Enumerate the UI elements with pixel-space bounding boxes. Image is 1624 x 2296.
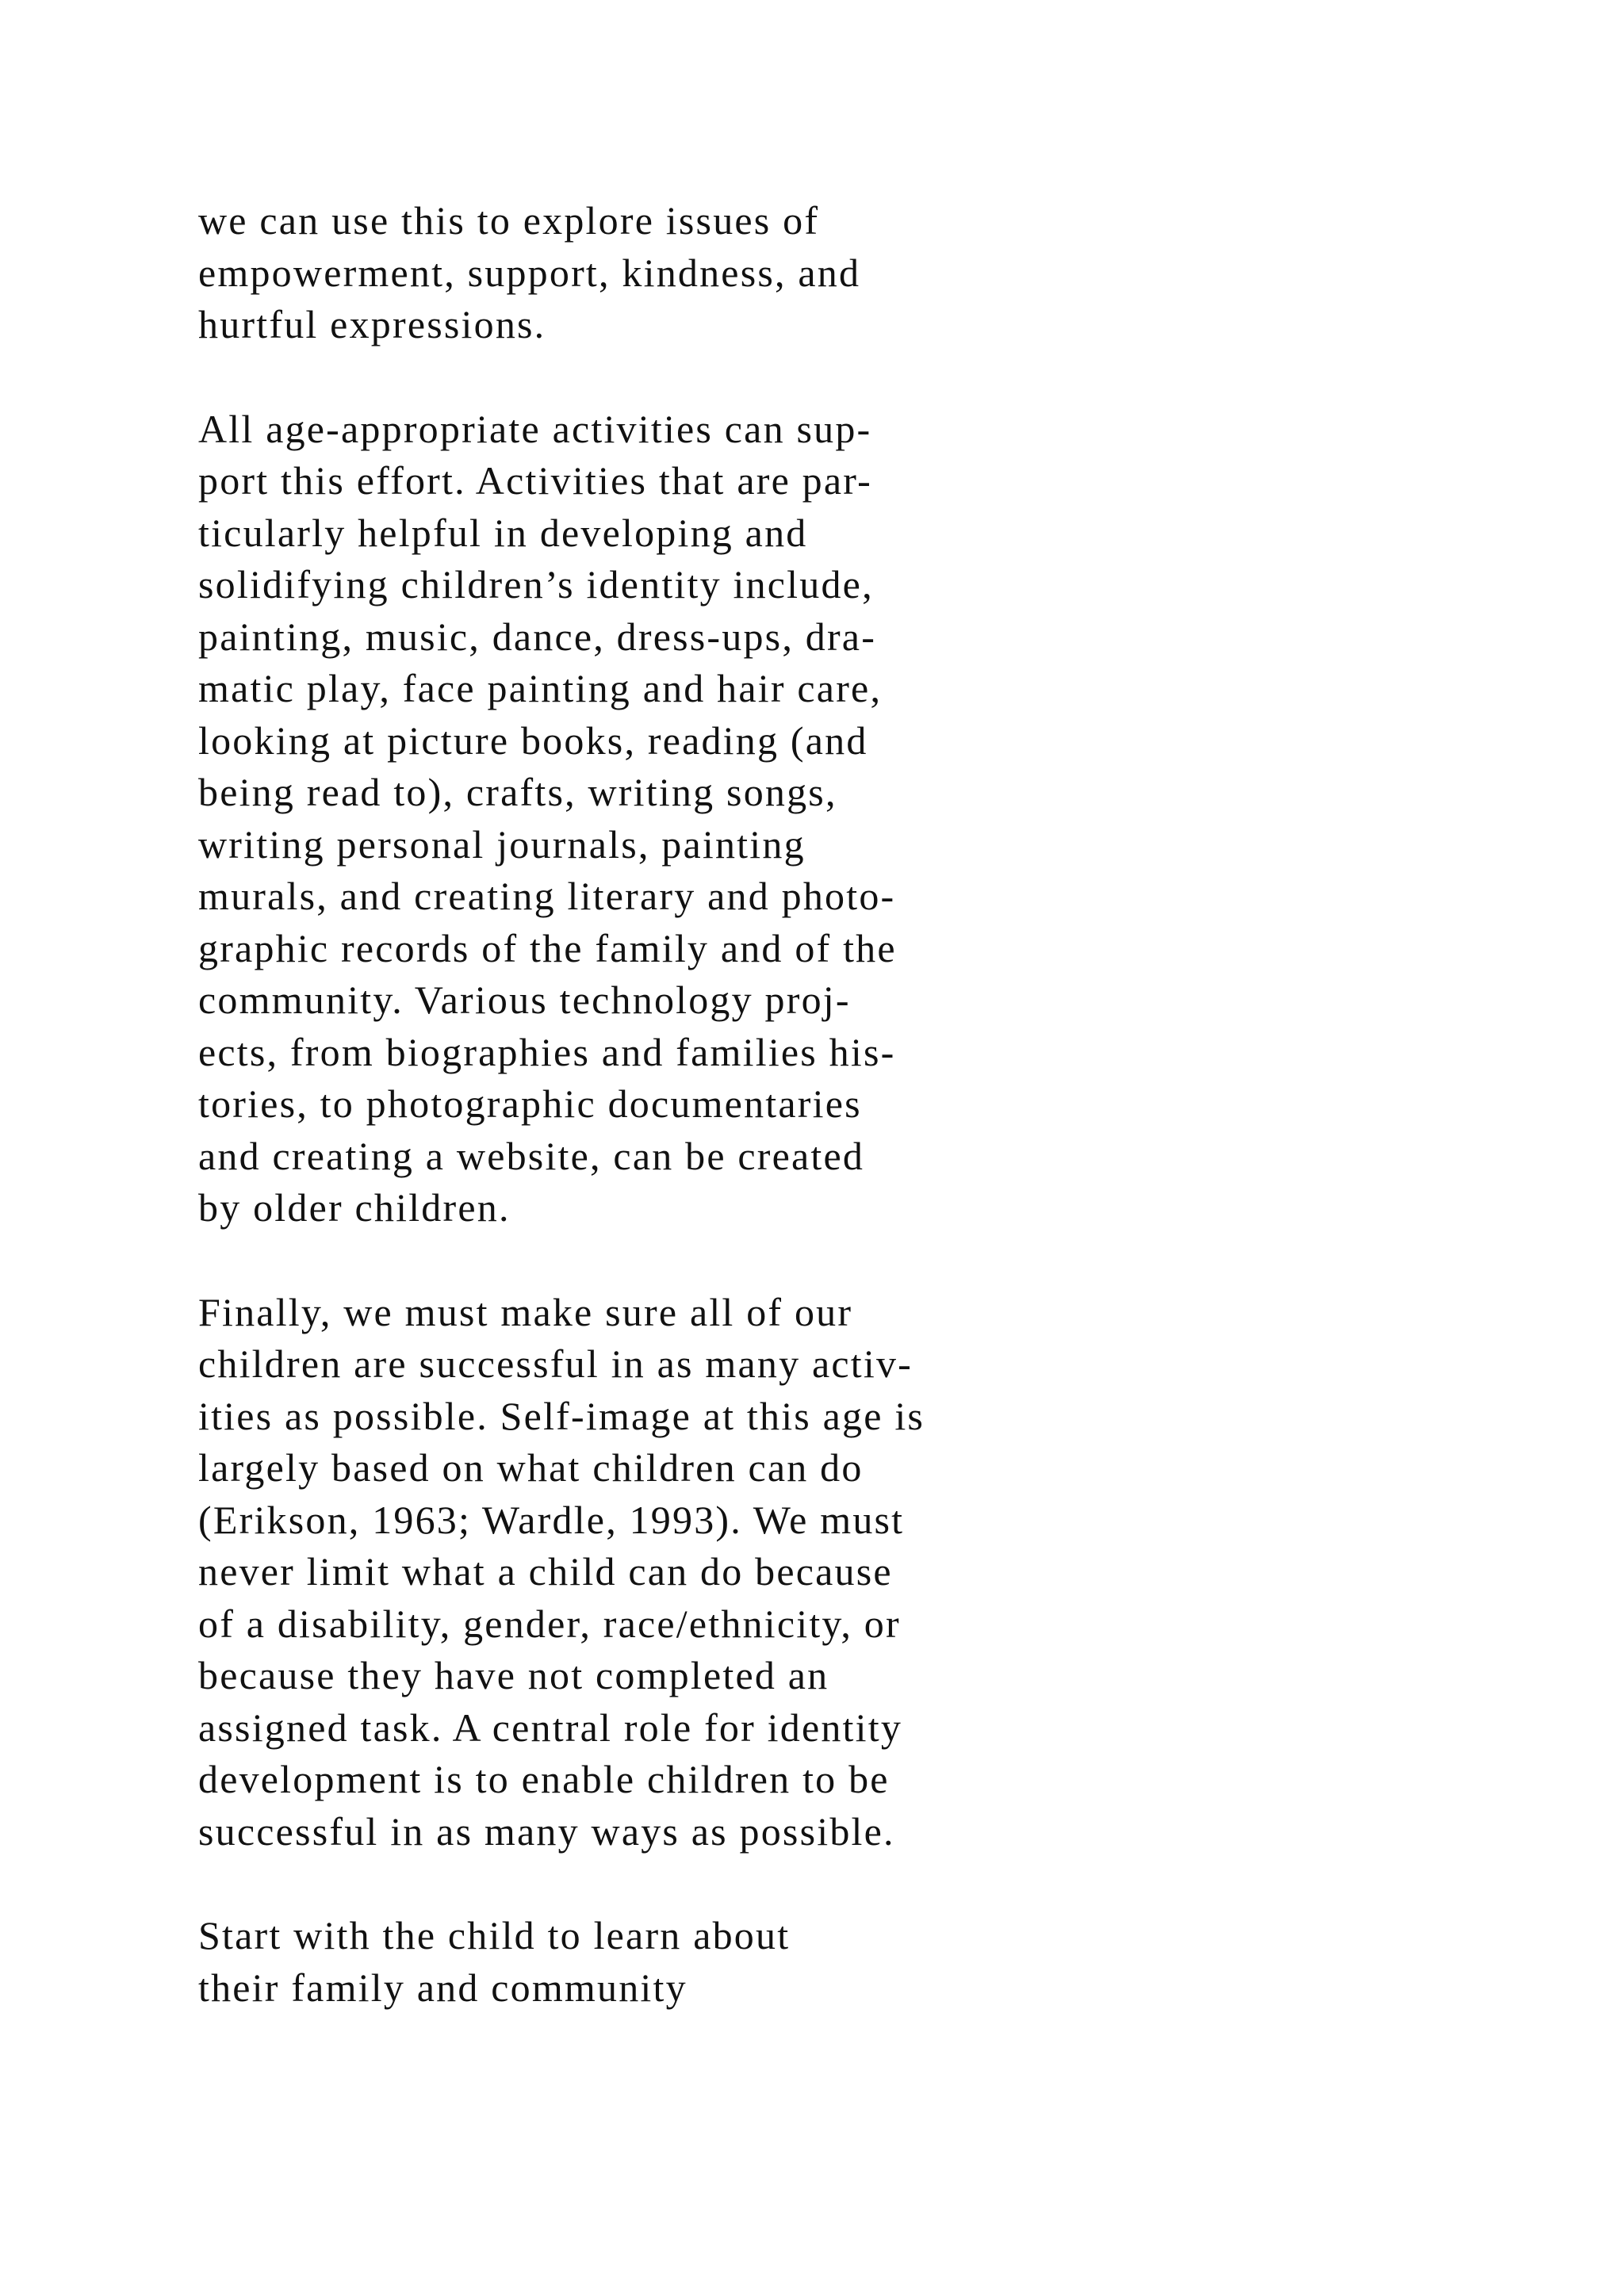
text-line: assigned task. A central role for identity <box>198 1705 903 1750</box>
text-line: solidifying children’s identity include, <box>198 562 874 607</box>
paragraph-4 <box>198 1910 1071 2014</box>
text-line: never limit what a child can do because <box>198 1549 893 1594</box>
text-line: hurtful expressions. <box>198 302 546 346</box>
text-line: development is to enable children to be <box>198 1757 890 1801</box>
text-line: graphic records of the family and of the <box>198 925 897 970</box>
text-line: looking at picture books, reading (and <box>198 718 868 763</box>
text-line: Finally, we must make sure all of our <box>198 1289 853 1334</box>
text-line: ects, from biographies and families his- <box>198 1029 896 1074</box>
text-line: matic play, face painting and hair care, <box>198 666 883 710</box>
text-line: (Erikson, 1963; Wardle, 1993). We must <box>198 1497 905 1542</box>
text-line: because they have not completed an <box>198 1653 829 1697</box>
text-line: empowerment, support, kindness, and <box>198 250 861 295</box>
paragraph-1 <box>198 195 1071 351</box>
text-line: their family and community <box>198 1965 688 2010</box>
text-line: community. Various technology proj- <box>198 978 851 1022</box>
text-line: being read to), crafts, writing songs, <box>198 770 837 814</box>
text-line: largely based on what children can do <box>198 1445 864 1490</box>
text-line: port this effort. Activities that are par- <box>198 458 872 503</box>
text-line: murals, and creating literary and photo- <box>198 874 896 918</box>
text-line: tories, to photographic documentaries <box>198 1081 862 1126</box>
text-line: painting, music, dance, dress-ups, dra- <box>198 614 877 659</box>
text-line: and creating a website, can be created <box>198 1133 865 1178</box>
text-line: Start with the child to learn about <box>198 1913 791 1957</box>
paragraph-3 <box>198 1287 1071 1858</box>
text-line: by older children. <box>198 1185 511 1230</box>
text-line: writing personal journals, painting <box>198 821 806 867</box>
paragraph-2 <box>198 404 1071 1234</box>
text-line: we can use this to explore issues of <box>198 198 820 243</box>
text-line: ticularly helpful in developing and <box>198 510 808 555</box>
text-line: ities as possible. Self-image at this age is <box>198 1393 925 1438</box>
text-line: All age-appropriate activities can sup- <box>198 406 872 451</box>
text-line: children are successful in as many activ- <box>198 1341 913 1386</box>
text-line: of a disability, gender, race/ethnicity, or <box>198 1601 901 1646</box>
text-line: successful in as many ways as possible. <box>198 1808 895 1854</box>
body-text <box>198 195 1071 2066</box>
